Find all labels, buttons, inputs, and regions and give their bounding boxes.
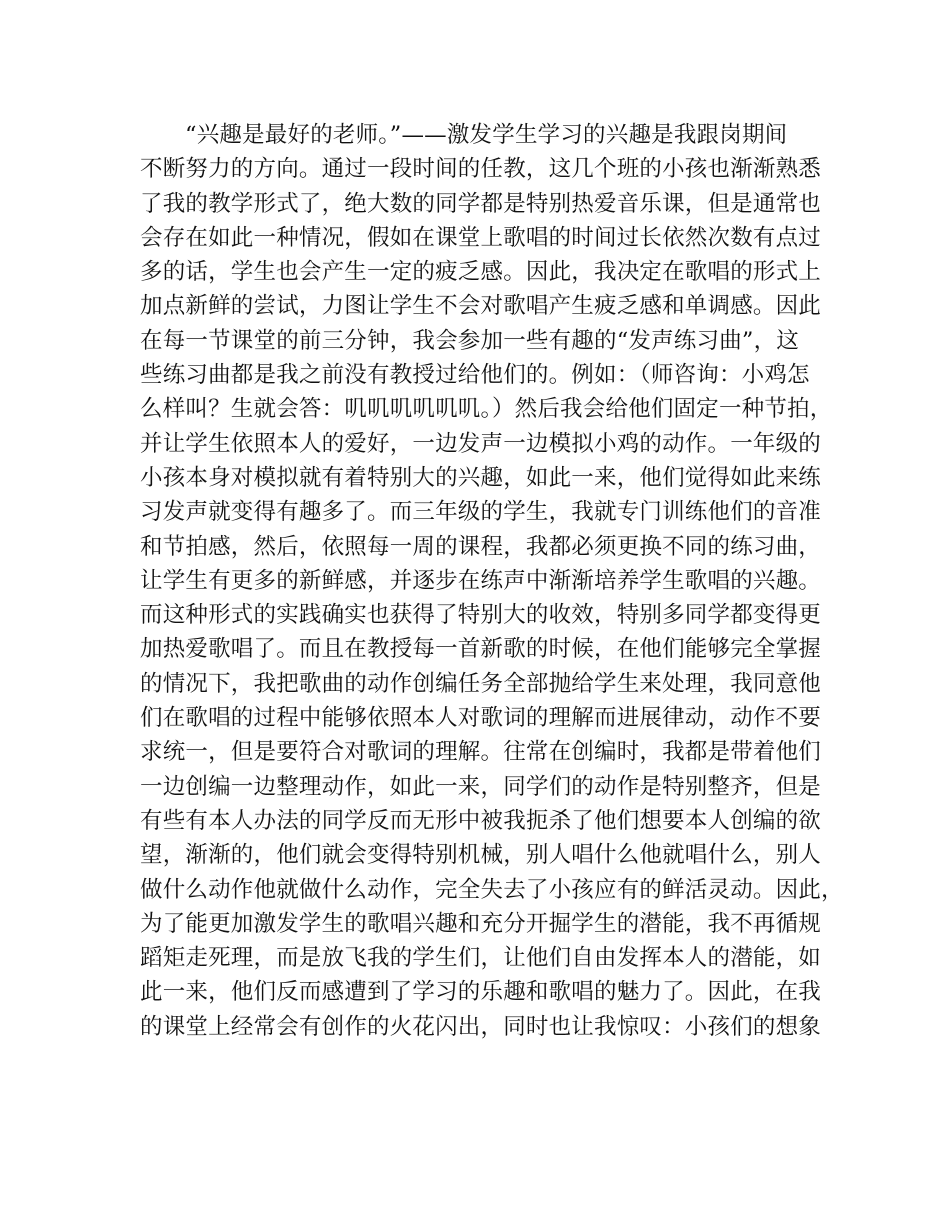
text-line: 了我的教学形式了，绝大数的同学都是特别热爱音乐课，但是通常也	[140, 190, 822, 217]
text-line: 为了能更加激发学生的歌唱兴趣和充分开掘学生的潜能，我不再循规	[140, 910, 822, 937]
text-line: 习发声就变得有趣多了。而三年级的学生，我就专门训练他们的音准	[140, 499, 822, 526]
text-line: 小孩本身对模拟就有着特别大的兴趣，如此一来，他们觉得如此来练	[140, 464, 822, 491]
text-line: 加热爱歌唱了。而且在教授每一首新歌的时候，在他们能够完全掌握	[140, 636, 822, 663]
text-line: 会存在如此一种情况，假如在课堂上歌唱的时间过长依然次数有点过	[140, 224, 822, 251]
text-line: 和节拍感，然后，依照每一周的课程，我都必须更换不同的练习曲，	[140, 533, 822, 560]
text-line: 一边创编一边整理动作，如此一来，同学们的动作是特别整齐，但是	[140, 773, 822, 800]
text-line: 并让学生依照本人的爱好，一边发声一边模拟小鸡的动作。一年级的	[140, 430, 822, 457]
text-line: 蹈矩走死理，而是放飞我的学生们，让他们自由发挥本人的潜能，如	[140, 945, 822, 972]
text-line: 多的话，学生也会产生一定的疲乏感。因此，我决定在歌唱的形式上	[140, 259, 822, 286]
text-line: 让学生有更多的新鲜感，并逐步在练声中渐渐培养学生歌唱的兴趣。	[140, 567, 822, 594]
text-line: 些练习曲都是我之前没有教授过给他们的。例如：（师咨询：小鸡怎	[140, 362, 810, 389]
text-line: 做什么动作他就做什么动作，完全失去了小孩应有的鲜活灵动。因此，	[140, 876, 844, 903]
text-line: “兴趣是最好的老师。”——激发学生学习的兴趣是我跟岗期间	[185, 122, 788, 148]
text-line: 此一来，他们反而感遭到了学习的乐趣和歌唱的魅力了。因此，在我	[140, 979, 822, 1006]
text-line: 们在歌唱的过程中能够依照本人对歌词的理解而进展律动，动作不要	[140, 705, 822, 732]
text-line: 么样叫？生就会答：叽叽叽叽叽叽。）然后我会给他们固定一种节拍，	[140, 396, 833, 423]
text-line: 的情况下，我把歌曲的动作创编任务全部抛给学生来处理，我同意他	[140, 670, 822, 697]
text-line: 的课堂上经常会有创作的火花闪出，同时也让我惊叹：小孩们的想象	[140, 1013, 822, 1040]
text-line: 而这种形式的实践确实也获得了特别大的收效，特别多同学都变得更	[140, 602, 822, 629]
body-paragraph	[140, 118, 844, 1044]
text-line: 不断努力的方向。通过一段时间的任教，这几个班的小孩也渐渐熟悉	[140, 156, 822, 183]
text-line: 求统一，但是要符合对歌词的理解。往常在创编时，我都是带着他们	[140, 739, 822, 766]
text-line: 望，渐渐的，他们就会变得特别机械，别人唱什么他就唱什么，别人	[140, 842, 822, 869]
text-line: 在每一节课堂的前三分钟，我会参加一些有趣的“发声练习曲”，这	[140, 327, 800, 354]
text-line: 有些有本人办法的同学反而无形中被我扼杀了他们想要本人创编的欲	[140, 807, 822, 834]
text-line: 加点新鲜的尝试，力图让学生不会对歌唱产生疲乏感和单调感。因此	[140, 293, 822, 320]
